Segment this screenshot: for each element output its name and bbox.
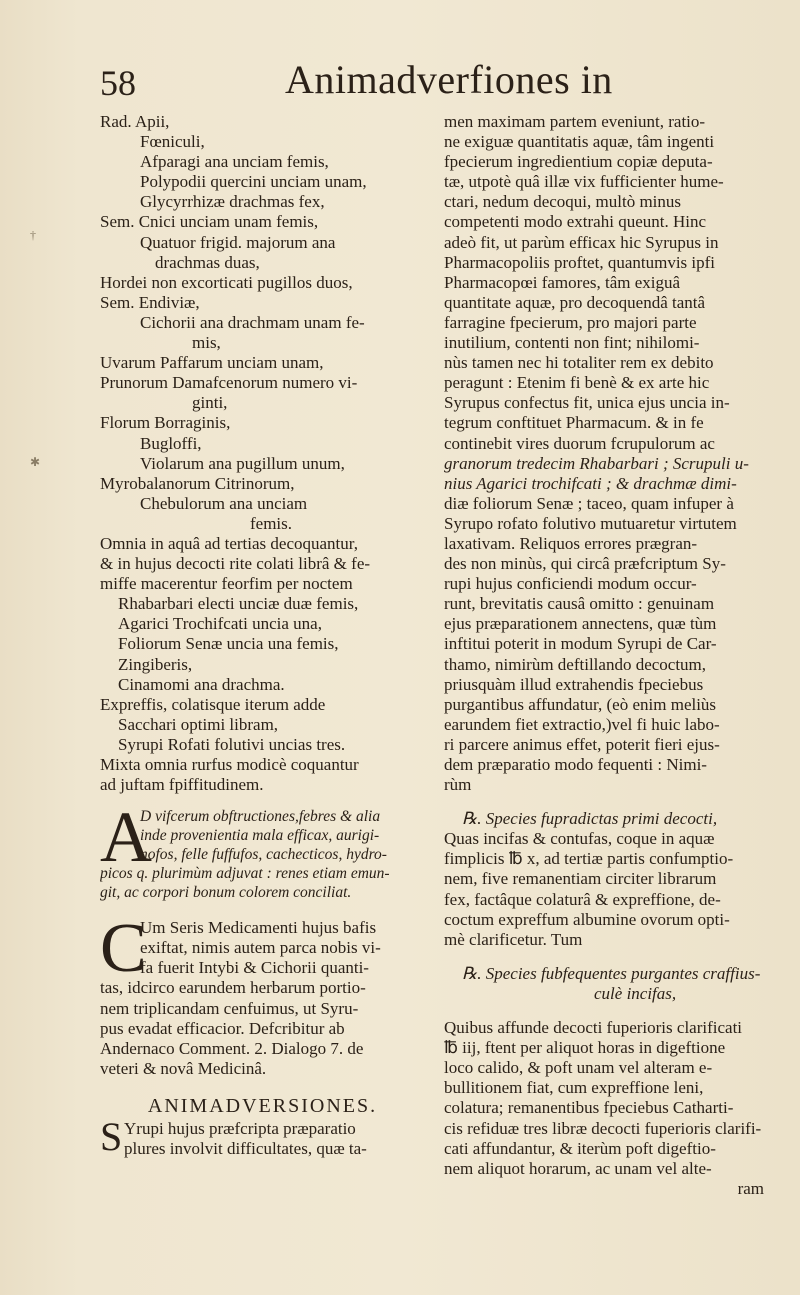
- text-line: granorum tredecim Rhabarbari ; Scrupuli u-: [444, 453, 749, 473]
- text-line: laxativam. Reliquos errores prægran-: [444, 533, 698, 553]
- drop-cap: C: [100, 910, 147, 988]
- recipe-line: Chebulorum ana unciam: [140, 493, 308, 513]
- paragraph-line: Andernaco Comment. 2. Dialogo 7. de: [100, 1038, 364, 1058]
- text-line: adeò fit, ut parùm efficax hic Syrupus in: [444, 232, 719, 252]
- text-line: competenti modo extrahi queunt. Hinc: [444, 212, 707, 232]
- text-line: Pharmacopoliis proftet, quantumvis ipfi: [444, 252, 716, 272]
- recipe-line: Uvarum Paffarum unciam unam,: [100, 353, 324, 373]
- text-line: priusquàm illud extrahendis fpeciebus: [444, 674, 704, 694]
- text-line: nem aliquot horarum, ac unam vel alte-: [444, 1158, 712, 1178]
- recipe-line: Violarum ana pugillum unum,: [140, 453, 345, 473]
- text-line: Pharmacopœi famores, tâm exiguâ: [444, 272, 681, 292]
- prescription-line: ℞. Species fupradictas primi decocti,: [462, 809, 718, 829]
- text-line: nem, five remanentiam circiter librarum: [444, 869, 717, 889]
- text-line: tegrum conftituet Pharmacum. & in fe: [444, 413, 704, 433]
- text-line: loco calido, & poft unam vel alteram e-: [444, 1058, 713, 1078]
- text-line: cati affundantur, & iterùm poft digeftio-: [444, 1138, 716, 1158]
- recipe-line: Bugloffi,: [140, 433, 202, 453]
- spacer: [444, 795, 774, 809]
- text-line: diæ foliorum Senæ ; taceo, quam infuper à: [444, 493, 734, 513]
- text-line: inutilium, contenti non fint; nihilomi-: [444, 333, 700, 353]
- recipe-line: Agarici Trochifcati uncia una,: [118, 614, 322, 634]
- paragraph-line: nem triplicandam cenfuimus, ut Syru-: [100, 998, 359, 1018]
- text-line: inftitui poterit in modum Syrupi de Car-: [444, 634, 717, 654]
- recipe-line: & in hujus decocti rite colati librâ & fe-: [100, 554, 371, 574]
- recipe-line: Expreffis, colatisque iterum adde: [100, 694, 326, 714]
- summary-line: nofos, felle fuffufos, cachecticos, hydro-: [140, 846, 387, 864]
- text-line: thamo, nimirùm deftillando decoctum,: [444, 654, 707, 674]
- text-line: nùs tamen nec hi totaliter rem ex debito: [444, 353, 714, 373]
- recipe-line: Myrobalanorum Citrinorum,: [100, 473, 295, 493]
- paragraph-line: veteri & novâ Medicinâ.: [100, 1058, 267, 1078]
- left-column: [100, 112, 425, 1159]
- text-line: Quas incifas & contufas, coque in aquæ: [444, 829, 715, 849]
- recipe-line: Mixta omnia rurfus modicè coquantur: [100, 755, 359, 774]
- recipe-line: ginti,: [192, 393, 228, 413]
- text-line: fpecierum ingredientium copiæ deputa-: [444, 152, 713, 172]
- paragraph-line: fa fuerit Intybi & Cichorii quanti-: [140, 958, 369, 978]
- margin-dagger-mark: †: [30, 228, 36, 242]
- prescription-line: ℞. Species fubfequentes purgantes craffius-: [462, 963, 761, 983]
- text-line: mè clarificetur. Tum: [444, 929, 583, 949]
- recipe-line: Foliorum Senæ uncia una femis,: [118, 634, 339, 654]
- paragraph-line: Um Seris Medicamenti hujus bafis: [140, 918, 377, 938]
- recipe-line: Cinamomi ana drachma.: [118, 674, 285, 694]
- text-line: runt, brevitatis causâ omitto : genuinam: [444, 594, 715, 614]
- paragraph-line: exiftat, nimis autem parca nobis vi-: [140, 938, 381, 958]
- text-line: ram: [737, 1178, 764, 1198]
- recipe-line: miffe macerentur feorfim per noctem: [100, 574, 353, 594]
- drop-cap: A: [100, 797, 152, 878]
- text-line: dem præparatio modo fequenti : Nimi-: [444, 755, 707, 774]
- recipe-line: Afparagi ana unciam femis,: [140, 152, 329, 172]
- animadversiones-opening: [100, 1113, 425, 1159]
- text-line: peragunt : Etenim fi benè & ex arte hic: [444, 373, 710, 393]
- page-number: 58: [100, 63, 136, 103]
- recipe-line: Sem. Endiviæ,: [100, 292, 200, 312]
- margin-star-mark: ✱: [30, 455, 41, 469]
- text-line: Syrupus confectus fit, unica ejus uncia in-: [444, 393, 730, 413]
- text-line: coctum expreffum albumine ovorum opti-: [444, 909, 730, 929]
- right-column: [444, 112, 774, 1199]
- text-line: colatura; remanentibus fpeciebus Catharti-: [444, 1098, 734, 1118]
- text-line: ℔ iij, ftent per aliquot horas in digeftione: [444, 1038, 726, 1058]
- page-header: [0, 52, 800, 112]
- text-line: ejus præparationem annectens, quæ tùm: [444, 614, 717, 634]
- spacer: [444, 950, 774, 964]
- recipe-line: Hordei non excorticati pugillos duos,: [100, 272, 353, 292]
- prescription-line: culè incifas,: [594, 983, 677, 1003]
- spacer: [444, 1004, 774, 1018]
- recipe-line: Syrupi Rofati folutivi uncias tres.: [118, 734, 346, 754]
- section-heading: ANIMADVERSIONES.: [147, 1094, 378, 1117]
- recipe-line: mis,: [192, 333, 221, 353]
- text-line: Quibus affunde decocti fuperioris clarificati: [444, 1018, 743, 1038]
- text-line: des non minùs, qui circâ præfcriptum Sy-: [444, 554, 726, 574]
- text-line: purgantibus affundatur, (eò enim meliùs: [444, 694, 717, 714]
- drop-cap: S: [100, 1113, 123, 1159]
- recipe-line: Glycyrrhizæ drachmas fex,: [140, 192, 325, 212]
- text-line: ctari, nedum decoqui, multò minus: [444, 192, 682, 212]
- text-line: Syrupo rofato folutivo mutuaretur virtutem: [444, 513, 737, 533]
- summary-line: D vifcerum obftructiones,febres & alia: [140, 808, 381, 826]
- text-line: fex, factâque colaturâ & expreffione, de-: [444, 889, 721, 909]
- recipe-line: Prunorum Damafcenorum numero vi-: [100, 373, 358, 393]
- recipe-line: Omnia in aquâ ad tertias decoquantur,: [100, 533, 359, 553]
- virtues-summary: [100, 797, 425, 902]
- summary-line: picos q. plurimùm adjuvat : renes etiam emun-: [100, 865, 390, 883]
- paragraph-line: tas, idcirco earundem herbarum portio-: [100, 978, 366, 998]
- text-line: continebit vires duorum fcrupulorum ac: [444, 433, 715, 453]
- recipe-line: ad juftam fpiffitudinem.: [100, 775, 264, 795]
- recipe-line: Cichorii ana drachmam unam fe-: [140, 312, 365, 332]
- text-line: cis refiduæ tres libræ decocti fuperioris clarifi-: [444, 1118, 762, 1138]
- recipe-line: Rhabarbari electi unciæ duæ femis,: [118, 594, 359, 614]
- text-line: rupi hujus conficiendi modum occur-: [444, 574, 697, 594]
- recipe-line: femis.: [250, 513, 293, 533]
- text-line: nius Agarici trochifcati ; & drachmæ dimi-: [444, 473, 737, 493]
- recipe-line: Fœniculi,: [140, 132, 205, 152]
- text-line: tæ, utpotè quâ illæ vix fufficienter hume-: [444, 172, 724, 192]
- paragraph-line: plures involvit difficultates, quæ ta-: [124, 1139, 367, 1159]
- text-line: men maximam partem eveniunt, ratio-: [444, 112, 706, 131]
- text-line: quantitate aquæ, pro decoquendâ tantâ: [444, 292, 706, 312]
- recipe-line: Quatuor frigid. majorum ana: [140, 232, 336, 252]
- recipe-line: drachmas duas,: [155, 252, 260, 272]
- text-line: ne exiguæ quantitatis aquæ, tâm ingenti: [444, 132, 715, 152]
- running-title: Animadverfiones in: [285, 57, 613, 102]
- text-line: ri parcere animus effet, poterit fieri ejus-: [444, 734, 720, 754]
- recipe-line: Florum Borraginis,: [100, 413, 231, 433]
- summary-line: inde provenientia mala efficax, aurigi-: [140, 827, 380, 845]
- summary-line: git, ac corpori bonum colorem conciliat.: [100, 884, 352, 902]
- text-line: bullitionem fiat, cum expreffione leni,: [444, 1078, 704, 1098]
- recipe-line: Sem. Cnici unciam unam femis,: [100, 212, 319, 232]
- recipe-line: Polypodii quercini unciam unam,: [140, 172, 367, 192]
- recipe-line: Rad. Apii,: [100, 112, 170, 131]
- text-line: farragine fpecierum, pro majori parte: [444, 312, 697, 332]
- paragraph-line: Yrupi hujus præfcripta præparatio: [124, 1118, 356, 1138]
- paragraph-line: pus evadat efficacior. Defcribitur ab: [100, 1018, 345, 1038]
- text-line: fimplicis ℔ x, ad tertiæ partis confumptio-: [444, 849, 734, 869]
- text-line: rùm: [444, 775, 472, 795]
- recipe-line: Zingiberis,: [118, 654, 193, 674]
- text-line: earundem fiet extractio,)vel fi huic labo-: [444, 714, 720, 734]
- recipe-line: Sacchari optimi libram,: [118, 714, 279, 734]
- commentary-paragraph: [100, 910, 425, 1079]
